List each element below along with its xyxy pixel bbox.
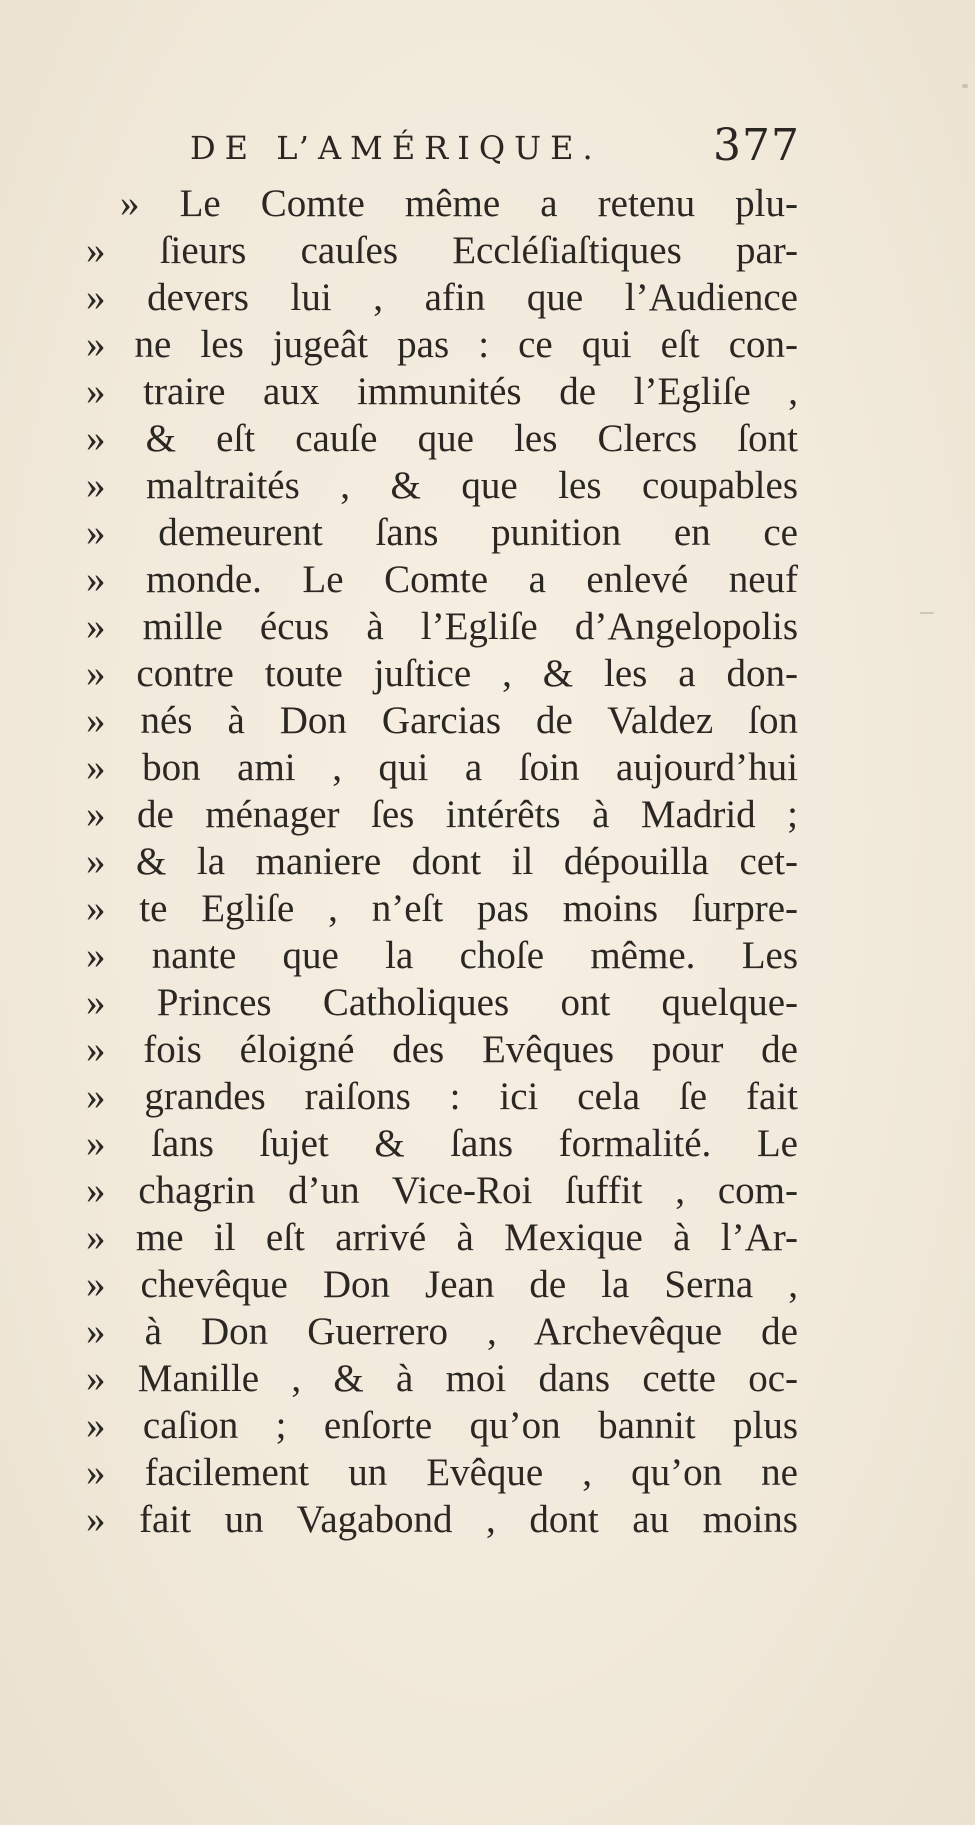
text-line: » chevêque Don Jean de la Serna , — [86, 1263, 798, 1306]
text-line: » fait un Vagabond , dont au moins — [86, 1498, 798, 1541]
text-line: » caſion ; enſorte qu’on bannit plus — [86, 1404, 798, 1447]
page-speck — [920, 612, 934, 614]
text-line: » facilement un Evêque , qu’on ne — [86, 1451, 798, 1494]
text-line: » ſans ſujet & ſans formalité. Le — [86, 1122, 798, 1165]
text-line: » Princes Catholiques ont quelque- — [86, 981, 798, 1024]
text-line: » maltraités , & que les coupables — [86, 464, 798, 507]
text-line: » à Don Guerrero , Archevêque de — [86, 1310, 798, 1353]
text-line: » nés à Don Garcias de Valdez ſon — [86, 699, 798, 742]
text-line: » mille écus à l’Egliſe d’Angelopolis — [86, 605, 798, 648]
text-line: » fois éloigné des Evêques pour de — [86, 1028, 798, 1071]
text-line: » Manille , & à moi dans cette oc- — [86, 1357, 798, 1400]
body-text — [86, 180, 798, 1543]
page-speck — [962, 84, 968, 88]
text-line: » devers lui , afin que l’Audience — [86, 276, 798, 319]
page-header — [190, 118, 800, 178]
text-line: » grandes raiſons : ici cela ſe fait — [86, 1075, 798, 1118]
text-line: » de ménager ſes intérêts à Madrid ; — [86, 793, 798, 836]
text-line: » te Egliſe , n’eſt pas moins ſurpre- — [86, 887, 798, 930]
text-line: » bon ami , qui a ſoin aujourd’hui — [86, 746, 798, 789]
text-line: » nante que la choſe même. Les — [86, 934, 798, 977]
text-line: » chagrin d’un Vice-Roi ſuffit , com- — [86, 1169, 798, 1212]
text-line: » Le Comte même a retenu plu- — [120, 182, 798, 225]
text-line: » me il eſt arrivé à Mexique à l’Ar- — [86, 1216, 798, 1259]
text-line: » contre toute juſtice , & les a don- — [86, 652, 798, 695]
text-line: » & eſt cauſe que les Clercs ſont — [86, 417, 798, 460]
text-line: » traire aux immunités de l’Egliſe , — [86, 370, 798, 413]
text-line: » & la maniere dont il dépouilla cet- — [86, 840, 798, 883]
text-line: » ſieurs cauſes Eccléſiaſtiques par- — [86, 229, 798, 272]
text-line: » ne les jugeât pas : ce qui eſt con- — [86, 323, 798, 366]
text-line: » monde. Le Comte a enlevé neuf — [86, 558, 798, 601]
text-line: » demeurent ſans punition en ce — [86, 511, 798, 554]
running-title: DE L’AMÉRIQUE. — [190, 129, 602, 167]
page-number: 377 — [713, 120, 800, 171]
